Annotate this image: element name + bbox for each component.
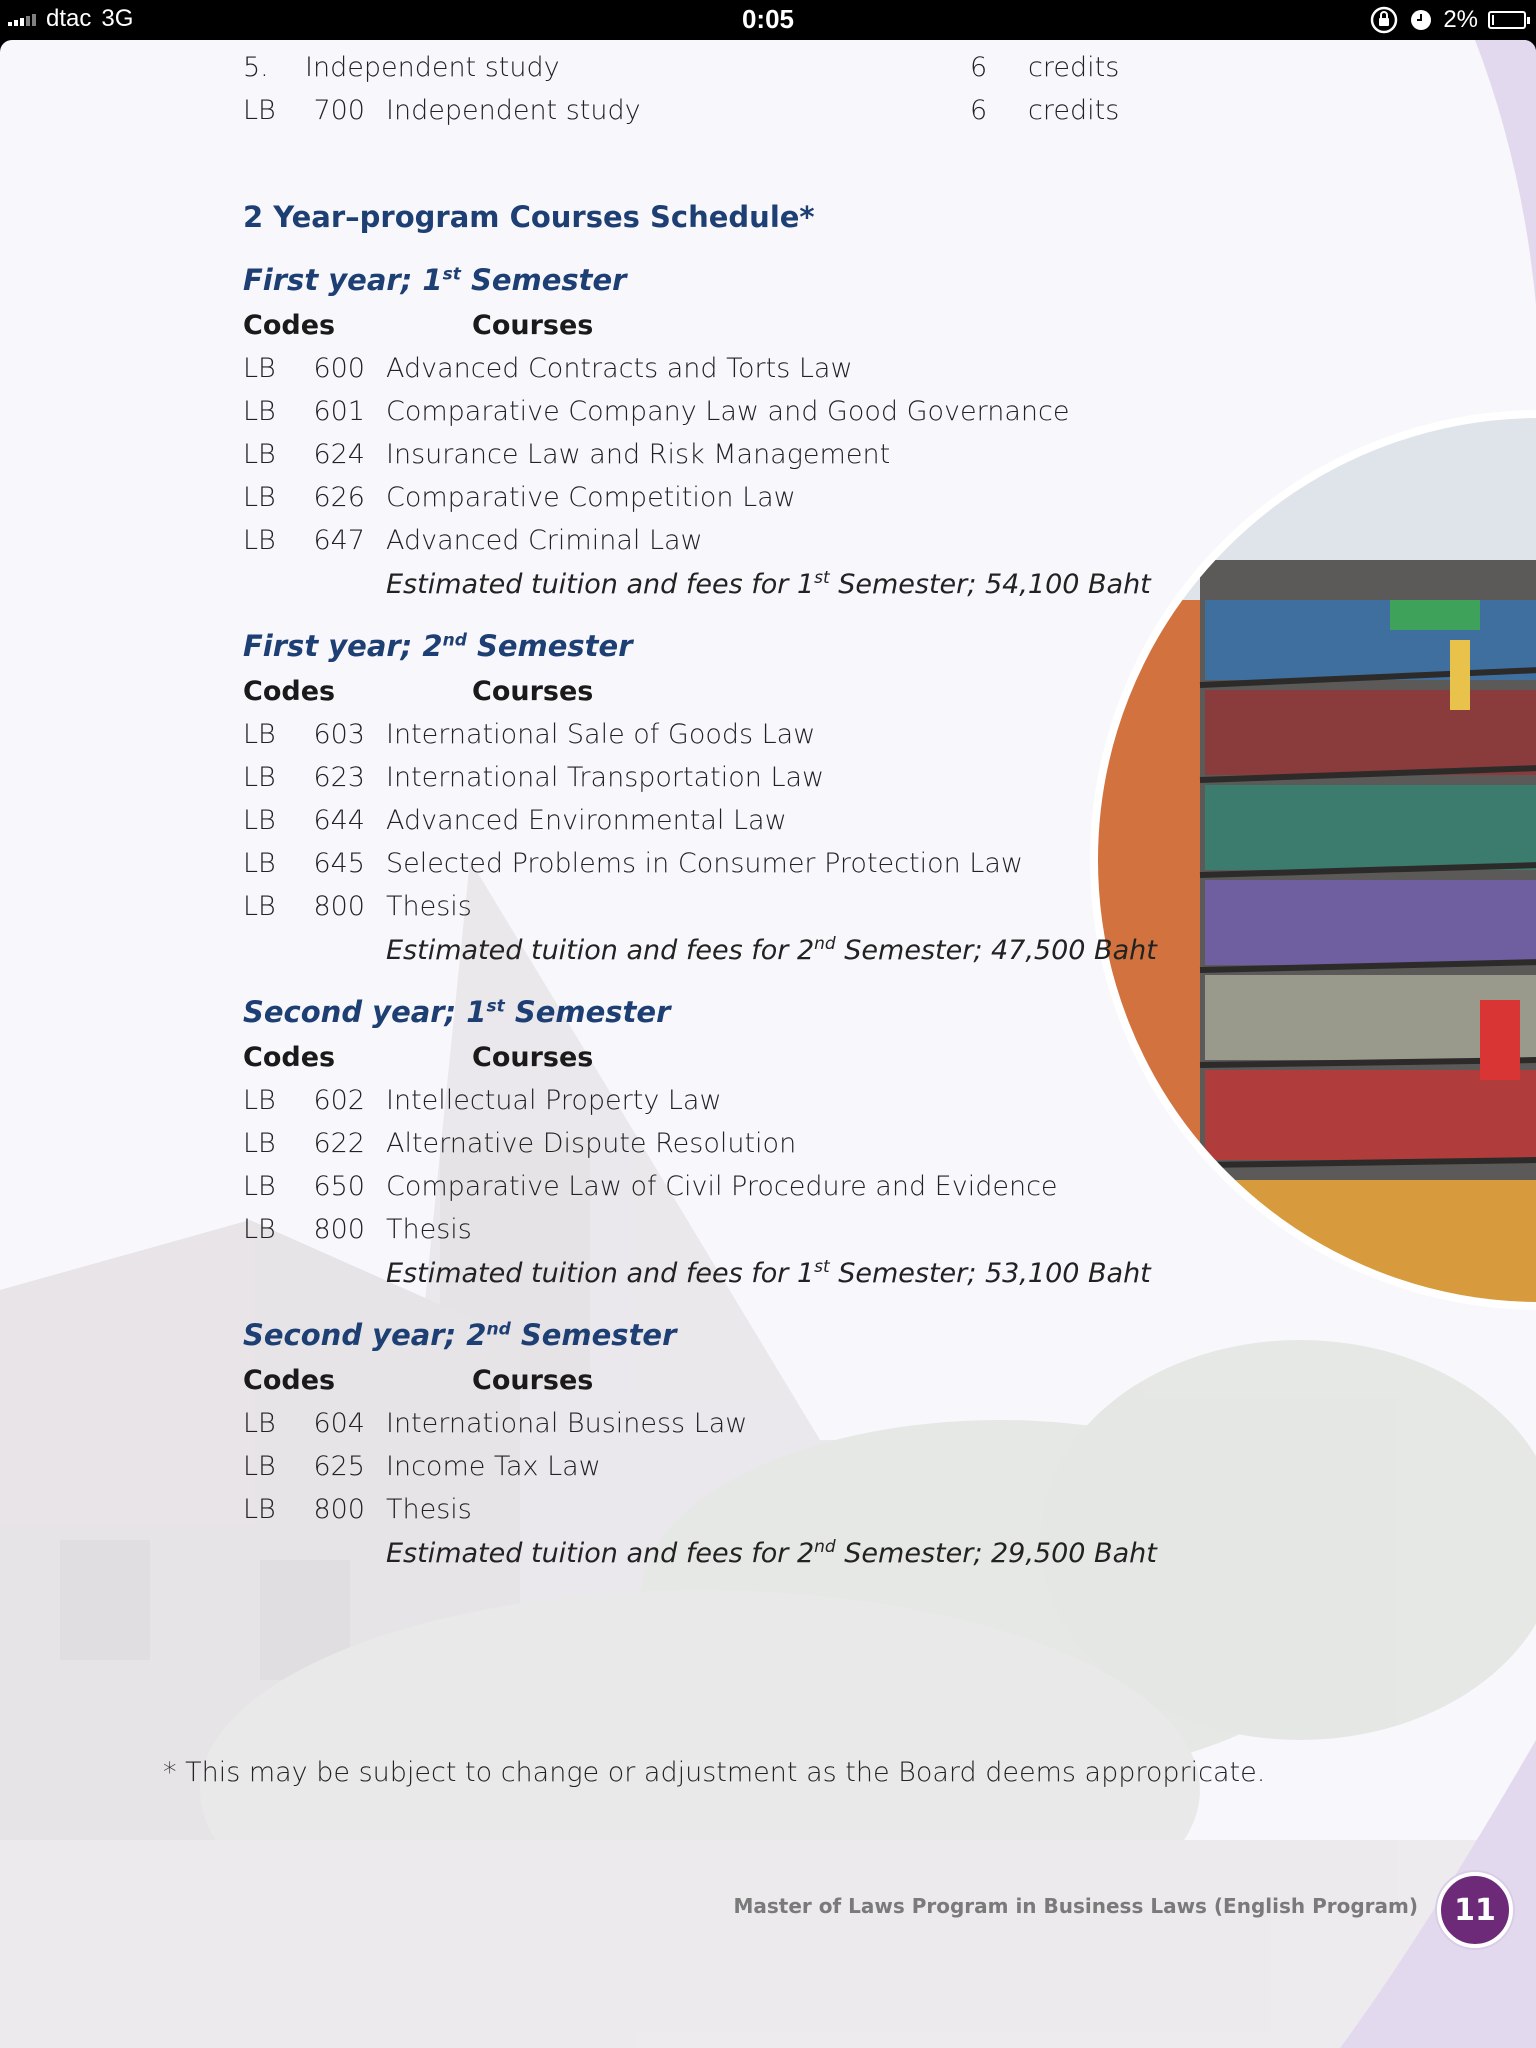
semester-1-title: First year; 1st Semester [243,263,627,297]
course-row-name: Alternative Dispute Resolution [386,1128,797,1159]
top-row-2-prefix: LB [243,95,276,126]
course-row-name: Advanced Contracts and Torts Law [386,353,853,384]
course-row-name: International Sale of Goods Law [386,719,816,750]
course-row-number: 601 [313,396,365,427]
battery-icon [1488,11,1526,29]
course-row-prefix: LB [243,848,276,879]
course-row-name: Selected Problems in Consumer Protection Law [386,848,1023,879]
course-row-name: Intellectual Property Law [386,1085,722,1116]
course-row-name: Thesis [386,1494,472,1525]
course-row-name: Thesis [386,891,472,922]
course-row-number: 644 [313,805,365,836]
semester-4-fee: Estimated tuition and fees for 2nd Semester; 29,500 Baht [386,1537,1157,1569]
courses-header: Courses [472,1365,594,1396]
top-row-2-credits-value: 6 [970,95,988,126]
course-row-prefix: LB [243,1128,276,1159]
top-row-1-prefix: 5. [243,52,269,83]
course-row-name: Insurance Law and Risk Management [386,439,891,470]
footnote: * This may be subject to change or adjustment as the Board deems appropricate. [163,1757,1266,1788]
top-row-1-credits-value: 6 [970,52,988,83]
course-row-name: Comparative Law of Civil Procedure and Evidence [386,1171,1058,1202]
course-schedule-content [0,40,1536,2048]
document-page[interactable] [0,40,1536,2048]
footer-program-title: Master of Laws Program in Business Laws (English Program) [733,1894,1418,1918]
codes-header: Codes [243,1365,336,1396]
top-row-1-credits-label: credits [1028,52,1120,83]
course-row-number: 622 [313,1128,365,1159]
schedule-title: 2 Year–program Courses Schedule* [243,200,815,234]
course-row-prefix: LB [243,525,276,556]
semester-1-fee: Estimated tuition and fees for 1st Semester; 54,100 Baht [386,568,1151,600]
status-bar [0,0,1536,40]
codes-header: Codes [243,310,336,341]
semester-4-title: Second year; 2nd Semester [243,1318,677,1352]
course-row-number: 625 [313,1451,365,1482]
course-row-name: Advanced Criminal Law [386,525,703,556]
course-row-prefix: LB [243,1085,276,1116]
course-row-number: 626 [313,482,365,513]
course-row-prefix: LB [243,1408,276,1439]
rotation-lock-icon [1369,5,1399,35]
course-row-number: 603 [313,719,365,750]
semester-2-title: First year; 2nd Semester [243,629,633,663]
course-row-number: 800 [313,1214,365,1245]
course-row-name: Income Tax Law [386,1451,601,1482]
course-row-prefix: LB [243,396,276,427]
battery-percent: 2% [1443,6,1478,33]
course-row-name: Comparative Company Law and Good Governance [386,396,1070,427]
course-row-number: 645 [313,848,365,879]
carrier-name: dtac [46,5,92,32]
courses-header: Courses [472,676,594,707]
course-row-number: 647 [313,525,365,556]
semester-3-fee: Estimated tuition and fees for 1st Semester; 53,100 Baht [386,1257,1151,1289]
course-row-prefix: LB [243,805,276,836]
course-row-prefix: LB [243,1451,276,1482]
course-row-prefix: LB [243,891,276,922]
course-row-number: 800 [313,891,365,922]
course-row-prefix: LB [243,762,276,793]
network-type: 3G [101,5,134,32]
course-row-name: Thesis [386,1214,472,1245]
course-row-prefix: LB [243,482,276,513]
course-row-number: 623 [313,762,365,793]
codes-header: Codes [243,676,336,707]
courses-header: Courses [472,310,594,341]
top-row-2-course: Independent study [386,95,641,126]
course-row-prefix: LB [243,353,276,384]
course-row-name: Advanced Environmental Law [386,805,787,836]
course-row-number: 600 [313,353,365,384]
course-row-number: 604 [313,1408,365,1439]
top-row-2-credits-label: credits [1028,95,1120,126]
course-row-prefix: LB [243,719,276,750]
status-right [1369,5,1526,35]
clock: 0:05 [741,4,795,34]
course-row-number: 602 [313,1085,365,1116]
course-row-name: International Transportation Law [386,762,825,793]
course-row-number: 624 [313,439,365,470]
course-row-name: International Business Law [386,1408,748,1439]
top-row-1-course: Independent study [305,52,560,83]
course-row-number: 650 [313,1171,365,1202]
codes-header: Codes [243,1042,336,1073]
courses-header: Courses [472,1042,594,1073]
course-row-number: 800 [313,1494,365,1525]
page-number-badge: 11 [1437,1872,1513,1948]
course-row-prefix: LB [243,439,276,470]
course-row-prefix: LB [243,1494,276,1525]
course-row-name: Comparative Competition Law [386,482,796,513]
course-row-prefix: LB [243,1171,276,1202]
semester-3-title: Second year; 1st Semester [243,995,671,1029]
alarm-clock-icon [1409,8,1433,32]
semester-2-fee: Estimated tuition and fees for 2nd Semester; 47,500 Baht [386,934,1157,966]
top-row-2-number: 700 [313,95,365,126]
course-row-prefix: LB [243,1214,276,1245]
